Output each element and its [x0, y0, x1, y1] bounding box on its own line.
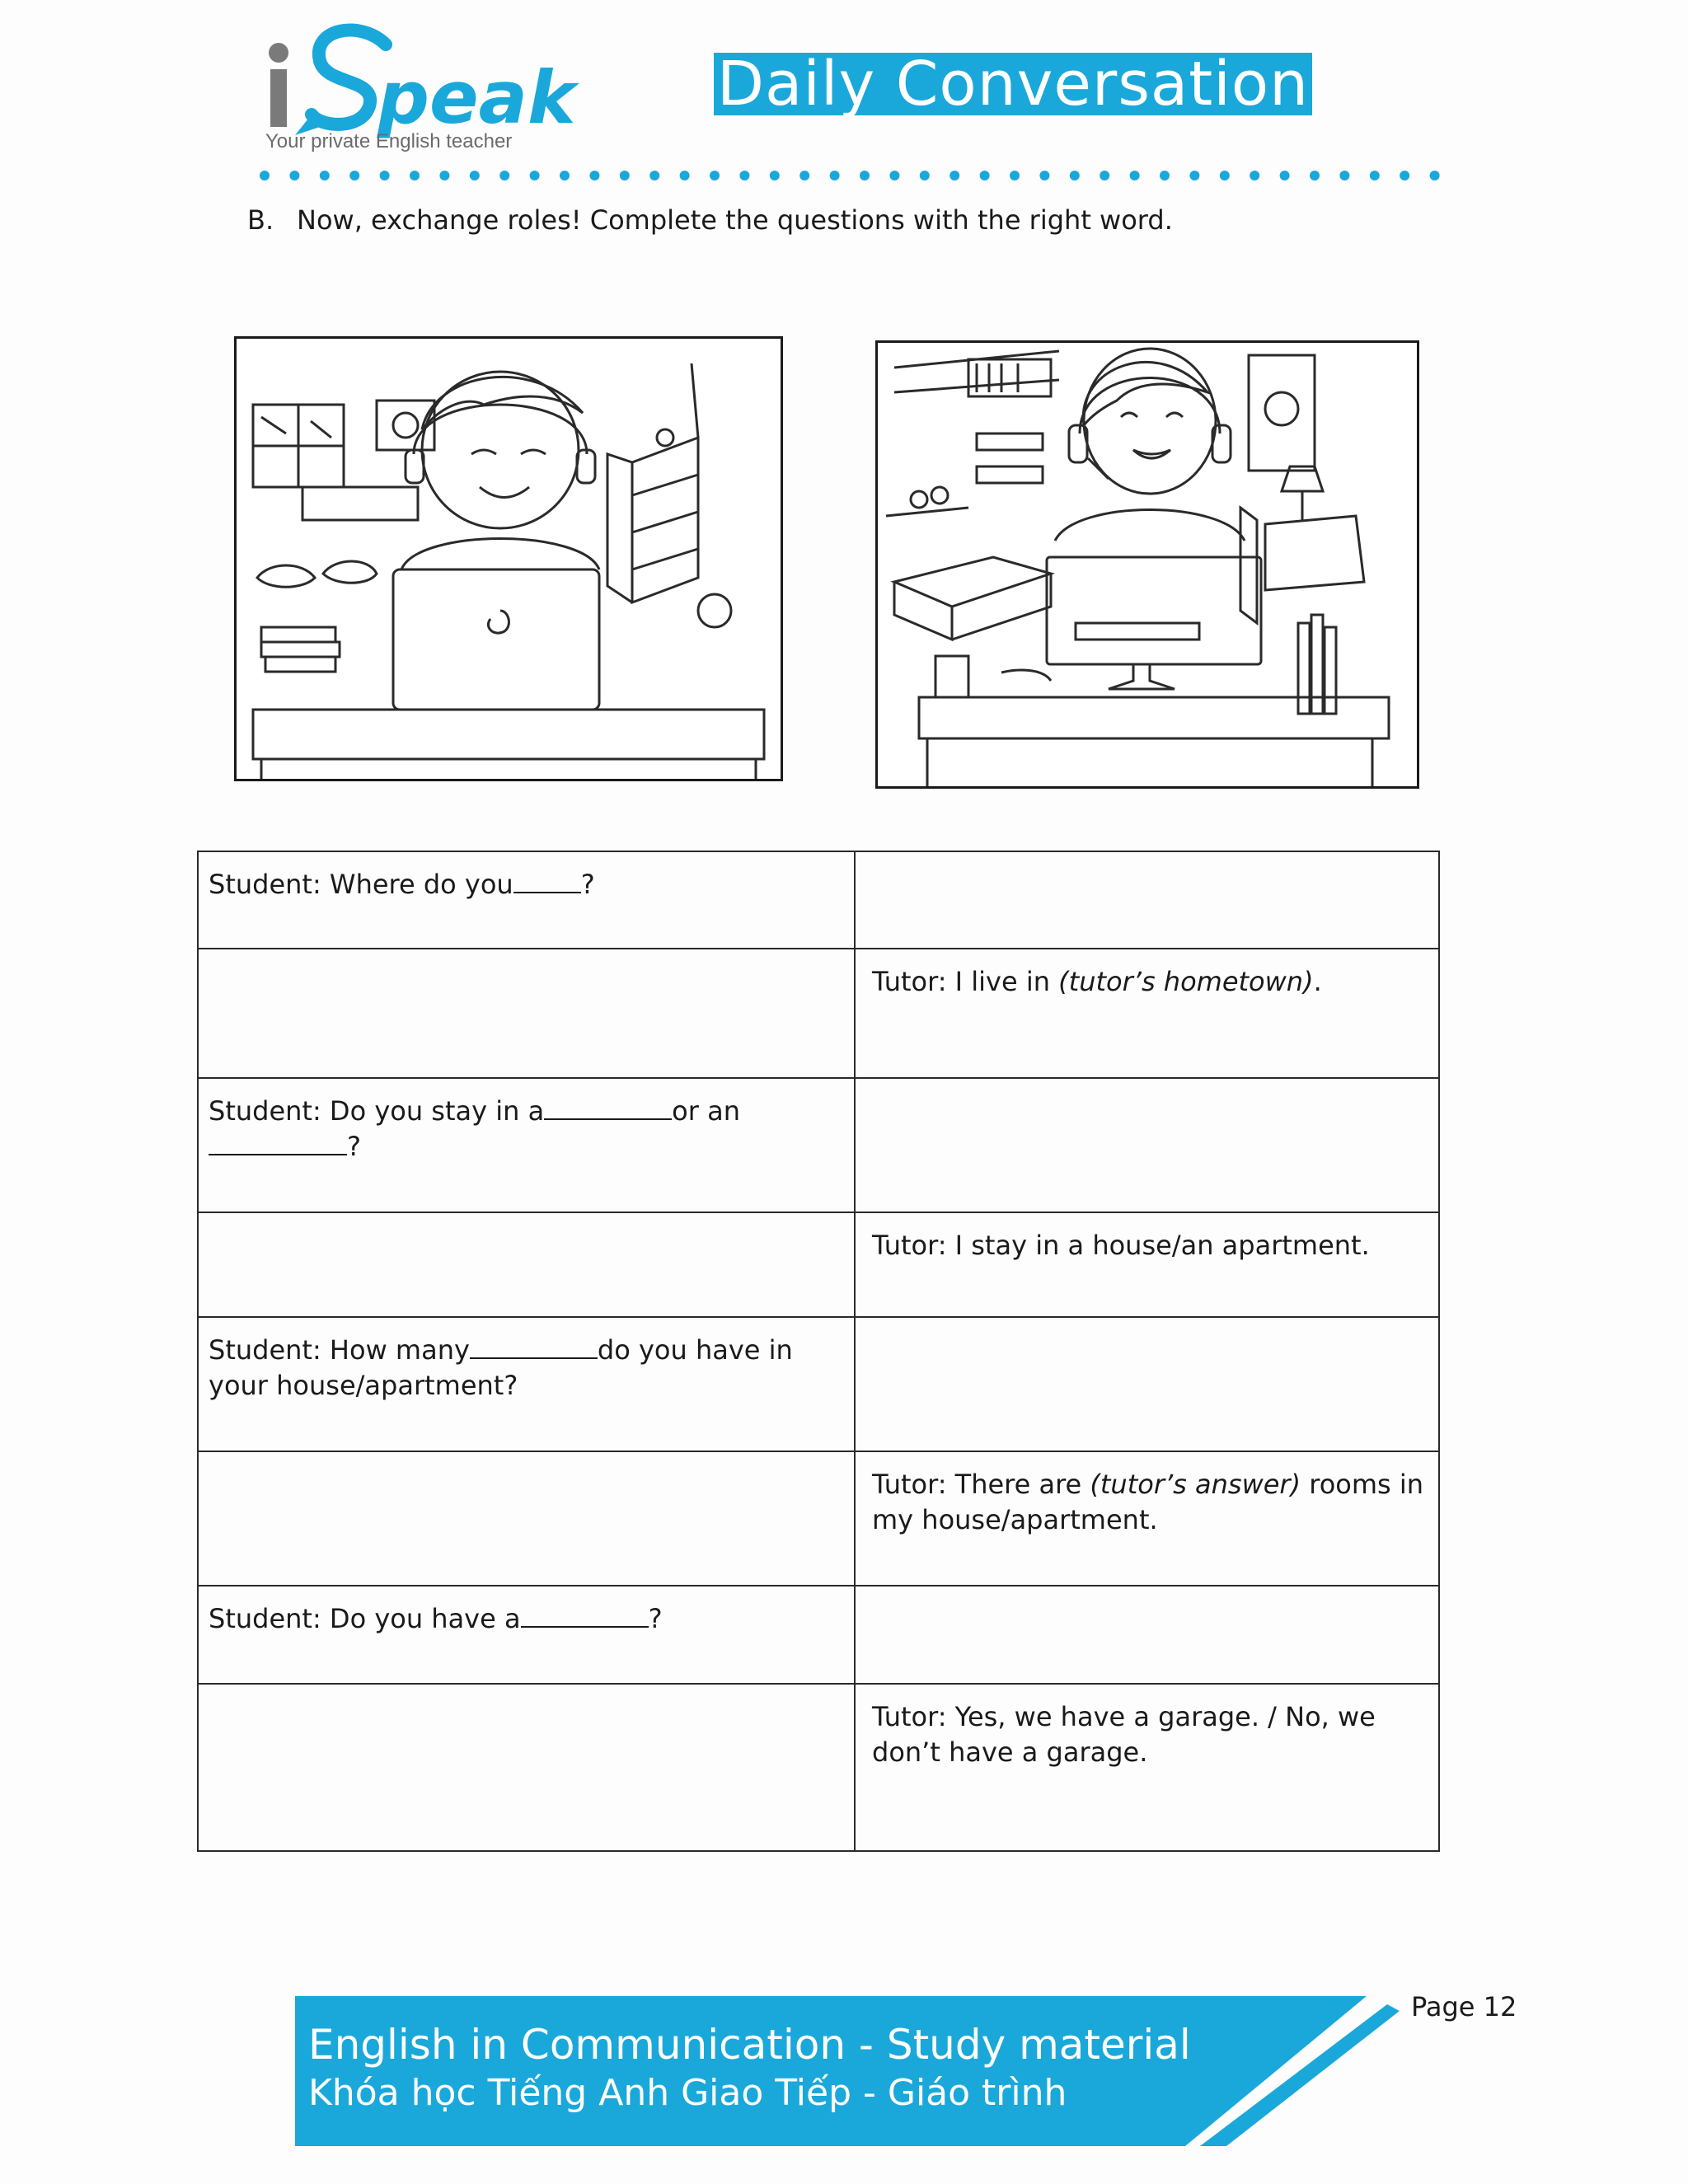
divider-dot [950, 171, 959, 180]
divider-dot [380, 171, 390, 180]
divider-dot [410, 171, 420, 180]
divider-dot [1400, 171, 1409, 180]
divider-dot [920, 171, 930, 180]
tutor-cell-empty [856, 1586, 1438, 1683]
answer-blank[interactable] [209, 1129, 347, 1155]
tutor-cell [856, 949, 1438, 1077]
table-row [199, 949, 1438, 1079]
tutor-drawing [878, 343, 1417, 786]
student-cell-empty [199, 1685, 856, 1850]
table-row [199, 1685, 1438, 1850]
divider-dot [499, 171, 509, 180]
footer-title-vi: Khóa học Tiếng Anh Giao Tiếp - Giáo trình [308, 2072, 1067, 2114]
divider-dot [1370, 171, 1380, 180]
student-cell [199, 1318, 856, 1451]
divider-dot [889, 171, 899, 180]
divider-dot [1039, 171, 1049, 180]
divider-dot [620, 171, 630, 180]
table-row [199, 1318, 1438, 1452]
tutor-line: Tutor: I stay in a house/an apartment. [872, 1230, 1370, 1261]
page-title: Daily Conversation [714, 53, 1312, 115]
table-row [199, 1213, 1438, 1318]
tutor-cell [856, 1685, 1438, 1850]
footer-band [295, 1996, 1400, 2146]
tutor-placeholder: (tutor’s answer) [1090, 1469, 1301, 1500]
instruction-text: Now, exchange roles! Complete the questions with the right word. [297, 204, 1173, 236]
divider-dot [530, 171, 540, 180]
student-cell-empty [199, 1213, 856, 1316]
divider-dot [1160, 171, 1170, 180]
divider-dot [1250, 171, 1259, 180]
divider-dot [830, 171, 840, 180]
student-line-end: do you have in your house/apartment? [209, 1334, 793, 1401]
student-cell [199, 852, 856, 948]
tutor-cell [856, 1452, 1438, 1585]
divider-dot [1070, 171, 1080, 180]
instruction-marker: B. [247, 204, 274, 236]
student-line: Student: How many [209, 1334, 470, 1366]
divider-dot [1220, 171, 1230, 180]
tutor-line-end: rooms in my house/apartment. [872, 1469, 1424, 1535]
student-line: Student: Where do you [209, 869, 513, 900]
tutor-cell [856, 1213, 1438, 1316]
answer-blank[interactable] [513, 867, 581, 893]
divider-dot [1010, 171, 1020, 180]
student-line-end: ? [580, 869, 595, 900]
student-drawing [237, 339, 781, 779]
divider-dot [1280, 171, 1290, 180]
divider-dot [349, 171, 359, 180]
footer-title-en: English in Communication - Study material [308, 2021, 1191, 2069]
answer-blank[interactable] [521, 1601, 649, 1628]
illustration-tutor [875, 340, 1419, 789]
divider-dot [860, 171, 870, 180]
answer-blank[interactable] [544, 1094, 672, 1120]
student-cell-empty [199, 949, 856, 1077]
student-line: Student: Do you stay in a [209, 1095, 545, 1127]
divider-dot [260, 171, 270, 180]
divider-dot [1100, 171, 1109, 180]
divider-dot [680, 171, 690, 180]
tutor-line-end: . [1313, 966, 1322, 997]
table-row [199, 1079, 1438, 1213]
student-cell-empty [199, 1452, 856, 1585]
tutor-cell-empty [856, 1318, 1438, 1451]
divider-dot [799, 171, 809, 180]
divider-dot [439, 171, 449, 180]
tutor-cell-empty [856, 852, 1438, 948]
tutor-line: Tutor: There are [872, 1469, 1090, 1500]
answer-blank[interactable] [470, 1333, 598, 1359]
divider-dot [1130, 171, 1140, 180]
student-cell [199, 1079, 856, 1212]
student-line-end: ? [347, 1131, 361, 1162]
table-row [199, 1586, 1438, 1685]
divider-dot [770, 171, 780, 180]
dialogue-table [197, 851, 1440, 1852]
logo-tagline: Your private English teacher [265, 130, 513, 152]
divider-dot [710, 171, 720, 180]
instruction [247, 204, 1173, 237]
divider-dot [1310, 171, 1320, 180]
illustration-student [234, 336, 783, 781]
divider-dot [980, 171, 990, 180]
student-cell [199, 1586, 856, 1683]
divider-dot [1339, 171, 1349, 180]
divider-dot [649, 171, 659, 180]
divider-dot [289, 171, 299, 180]
student-line-middle: or an [672, 1095, 740, 1127]
divider-dot [1430, 171, 1440, 180]
student-line: Student: Do you have a [209, 1603, 521, 1634]
divider-dot [739, 171, 749, 180]
svg-text:peak: peak [377, 55, 576, 140]
tutor-line: Tutor: I live in [872, 966, 1059, 997]
table-row [199, 852, 1438, 949]
divider-dot [589, 171, 599, 180]
tutor-placeholder: (tutor’s hometown) [1058, 966, 1314, 997]
table-row [199, 1452, 1438, 1586]
tutor-line: Tutor: Yes, we have a garage. / No, we don’t have a garage. [872, 1701, 1376, 1768]
page-number: Page 12 [1411, 1991, 1517, 2022]
divider-dot [1189, 171, 1199, 180]
divider-dot [470, 171, 480, 180]
tutor-cell-empty [856, 1079, 1438, 1212]
divider-dot [560, 171, 570, 180]
divider-dot [320, 171, 330, 180]
dotted-divider [258, 166, 1435, 185]
student-line-end: ? [648, 1603, 663, 1634]
